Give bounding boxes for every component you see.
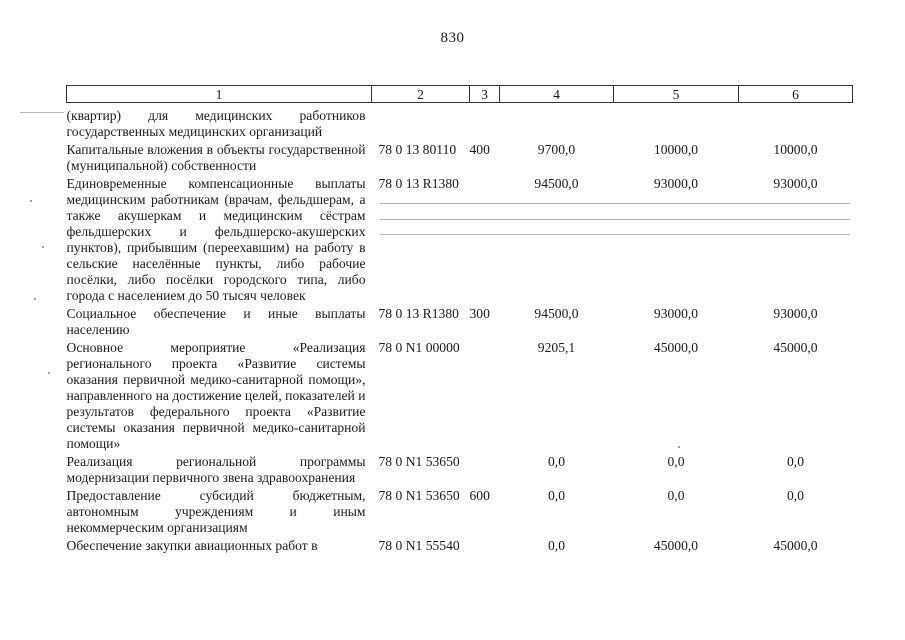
header-col-5: 5 [614, 86, 739, 103]
row-value-6: 10000,0 [773, 142, 818, 157]
row-code: 78 0 N1 53650 [378, 488, 460, 503]
table-row [67, 488, 853, 538]
row-code: 78 0 13 R1380 [378, 306, 459, 321]
scan-artifact [34, 298, 36, 300]
header-col-1: 1 [67, 86, 372, 103]
table-row [67, 142, 853, 176]
row-value-6: 93000,0 [773, 306, 818, 321]
row-value-6: 93000,0 [773, 176, 818, 191]
row-kind [470, 340, 500, 454]
table-row [67, 103, 853, 143]
header-col-3: 3 [470, 86, 500, 103]
row-kind: 300 [469, 306, 490, 321]
row-value-4: 9700,0 [537, 142, 576, 157]
row-name: Единовременные компенсационные выплаты медицинским работникам (врачам, фельдшерам, а также акушеркам и медицинским сёстрам фельдшерских и фельдшерско-акушерских пунктов), прибывшим (переехавшим) на работу в сельские населённые пункты, либо рабочие посёлки, либо посёлки городского типа, либо города с населением до 50 тысяч человек [66, 176, 366, 303]
row-value-4: 94500,0 [534, 306, 579, 321]
row-value-6: 0,0 [787, 454, 804, 469]
row-name: Основное мероприятие «Реализация регионального проекта «Развитие системы оказания первичной медико-санитарной помощи», направленного на достижение целей, показателей и результатов федерального проекта «Развитие системы оказания первичной медико-санитарной помощи» [66, 340, 366, 451]
row-value-5: 0,0 [667, 488, 685, 503]
header-col-6: 6 [739, 86, 853, 103]
header-col-2: 2 [372, 86, 470, 103]
row-name: Обеспечение закупки авиационных работ в [66, 538, 318, 553]
row-value-5: 45000,0 [653, 538, 699, 553]
row-name: Предоставление субсидий бюджетным, автономным учреждениям и иным некоммерческим организациям [66, 488, 366, 535]
row-value-4: 94500,0 [534, 176, 579, 191]
row-code [372, 103, 470, 143]
row-value-4: 9205,1 [537, 340, 576, 355]
row-value-4: 0,0 [548, 454, 565, 469]
scan-artifact [380, 219, 850, 220]
budget-table [66, 85, 853, 556]
scan-artifact [380, 203, 850, 204]
row-value-5: 93000,0 [653, 306, 699, 321]
page-number: 830 [440, 30, 465, 46]
row-value-4: 0,0 [548, 488, 565, 503]
row-code: 78 0 13 80110 [378, 142, 457, 157]
row-value-5: 45000,0 [653, 340, 699, 355]
table-body [67, 103, 853, 557]
row-value-5: 10000,0 [653, 142, 699, 157]
row-kind [470, 454, 500, 488]
row-name: Реализация региональной программы модернизации первичного звена здравоохранения [66, 454, 366, 485]
row-name: Капитальные вложения в объекты государственной (муниципальной) собственности [66, 142, 366, 173]
row-kind [470, 176, 500, 306]
row-code: 78 0 N1 55540 [378, 538, 460, 553]
header-col-4: 4 [500, 86, 614, 103]
row-kind [470, 538, 500, 556]
row-name: Социальное обеспечение и иные выплаты населению [66, 306, 366, 337]
row-code: 78 0 13 R1380 [378, 176, 459, 191]
row-value-6 [739, 103, 853, 143]
scan-artifact [30, 200, 32, 202]
row-name: (квартир) для медицинских работников государственных медицинских организаций [66, 108, 366, 139]
table-row [67, 454, 853, 488]
row-value-5: 0,0 [667, 454, 685, 469]
table-row [67, 538, 853, 556]
scan-artifact [48, 372, 50, 374]
row-value-4: 0,0 [548, 538, 565, 553]
scan-artifact [42, 246, 44, 248]
row-value-6: 45000,0 [773, 340, 818, 355]
scan-artifact [678, 446, 680, 448]
row-value-6: 0,0 [787, 488, 804, 503]
row-code: 78 0 N1 00000 [378, 340, 460, 355]
header-row [67, 86, 853, 103]
row-code: 78 0 N1 53650 [378, 454, 460, 469]
table-row [67, 176, 853, 306]
table-row [67, 306, 853, 340]
row-kind: 400 [469, 142, 490, 157]
row-value-5 [614, 103, 739, 143]
scan-artifact [20, 112, 64, 113]
row-value-6: 45000,0 [773, 538, 818, 553]
row-kind [470, 103, 500, 143]
row-kind: 600 [469, 488, 490, 503]
row-value-5: 93000,0 [653, 176, 699, 191]
row-value-4 [500, 103, 614, 143]
table-header [67, 86, 853, 103]
scan-artifact [380, 234, 850, 235]
table-row [67, 340, 853, 454]
